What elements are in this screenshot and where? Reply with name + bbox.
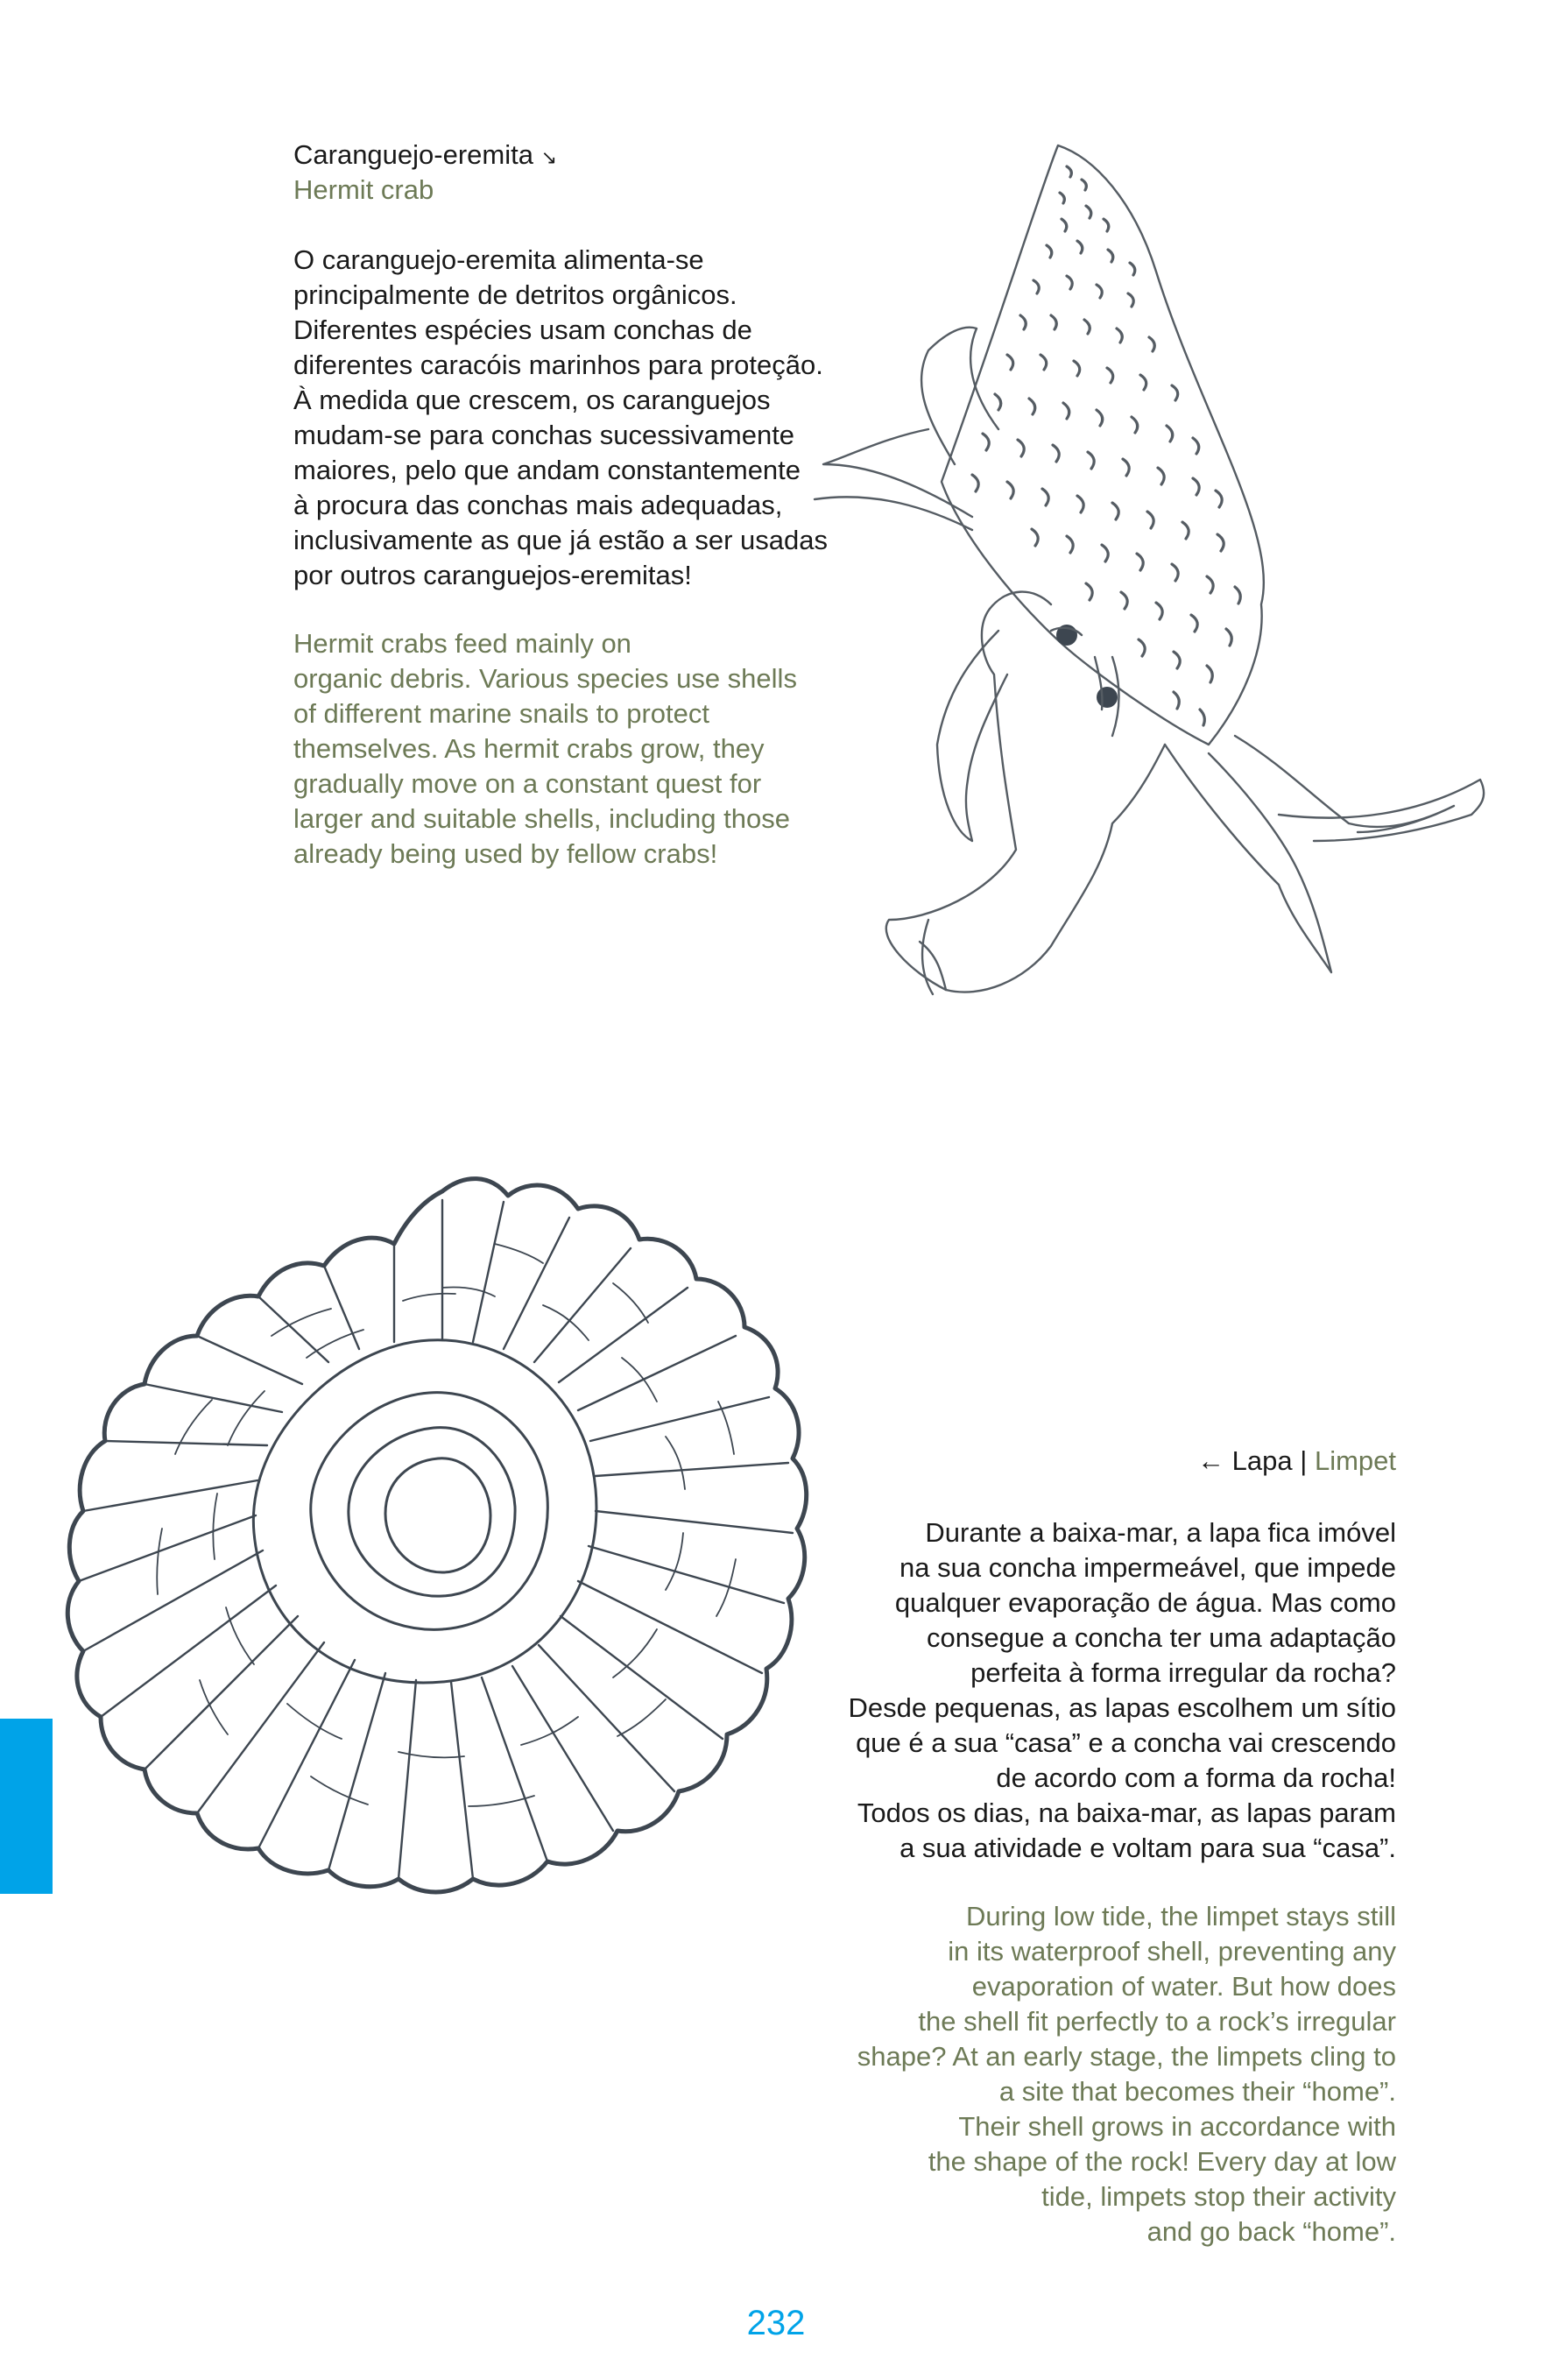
antenna-left: [815, 429, 972, 530]
limpet-ring-3: [253, 1340, 596, 1683]
limpet-heading: [836, 1444, 1396, 1479]
antenna-right: [1279, 780, 1484, 841]
limpet-title-pt: Lapa: [1231, 1445, 1293, 1476]
arrow-down-right-icon: ↘: [540, 146, 558, 168]
crab-title-en: Hermit crab: [293, 174, 434, 205]
crab-eye-right: [1097, 687, 1118, 708]
page-number: 232: [746, 2304, 806, 2342]
arrow-left-icon: ←: [1197, 1445, 1225, 1476]
crab-heading: [293, 138, 836, 173]
limpet-body-pt: Durante a baixa-mar, a lapa fica imóvel na sua concha impermeável, que impede qualquer evaporação de água. Mas como consegue a concha ter uma adaptação perfeita à forma irregular da rocha? Desde pequenas, as lapas escolhem um sítio que é a sua “casa” e a concha vai crescendo de acordo com a forma da rocha! Todos os dias, na baixa-mar, as lapas param a sua atividade e voltam para sua “casa”.: [848, 1517, 1396, 1863]
limpet-section: [836, 1444, 1396, 2249]
leg-right-1: [1165, 745, 1331, 972]
leg-left: [937, 631, 1007, 841]
shell-scales: [972, 166, 1240, 725]
crab-body-pt: O caranguejo-eremita alimenta-se principalmente de detritos orgânicos. Diferentes espécies usam conchas de diferentes caracóis marinhos para proteção. À medida que crescem, os caranguejos mudam-se para conchas sucessivamente maiores, pelo que andam constantemente à procura das conchas mais adequadas, inclusivamente as que já estão a ser usadas por outros caranguejos-eremitas!: [293, 244, 829, 590]
limpet-growth-lines: [157, 1244, 736, 1806]
crab-body-en: Hermit crabs feed mainly on organic debris. Various species use shells of different marine snails to protect themselves. As hermit crabs grow, they gradually move on a constant quest for larger and suitable shells, including those already being used by fellow crabs!: [293, 628, 797, 869]
hermit-crab-illustration: [788, 131, 1541, 1086]
limpet-illustration: [53, 1139, 832, 1945]
claw-left: [921, 328, 998, 464]
limpet-title-en: Limpet: [1314, 1445, 1396, 1476]
hermit-crab-section: [293, 138, 836, 872]
limpet-outer-rim: [67, 1179, 806, 1892]
crab-body: [886, 592, 1165, 992]
chapter-accent-bar: [0, 1719, 53, 1894]
limpet-radial-ribs: [79, 1200, 793, 1879]
title-separator: |: [1300, 1445, 1308, 1476]
limpet-body-en: During low tide, the limpet stays still in its waterproof shell, preventing any evaporation of water. But how does the shell fit perfectly to a rock’s irregular shape? At an early stage, the limpets cling to a site that becomes their “home”. Their shell grows in accordance with the shape of the rock! Every day at low tide, limpets stop their activity and go back “home”.: [857, 1901, 1396, 2247]
limpet-apex: [385, 1458, 490, 1572]
crab-title-pt: Caranguejo-eremita: [293, 139, 533, 170]
